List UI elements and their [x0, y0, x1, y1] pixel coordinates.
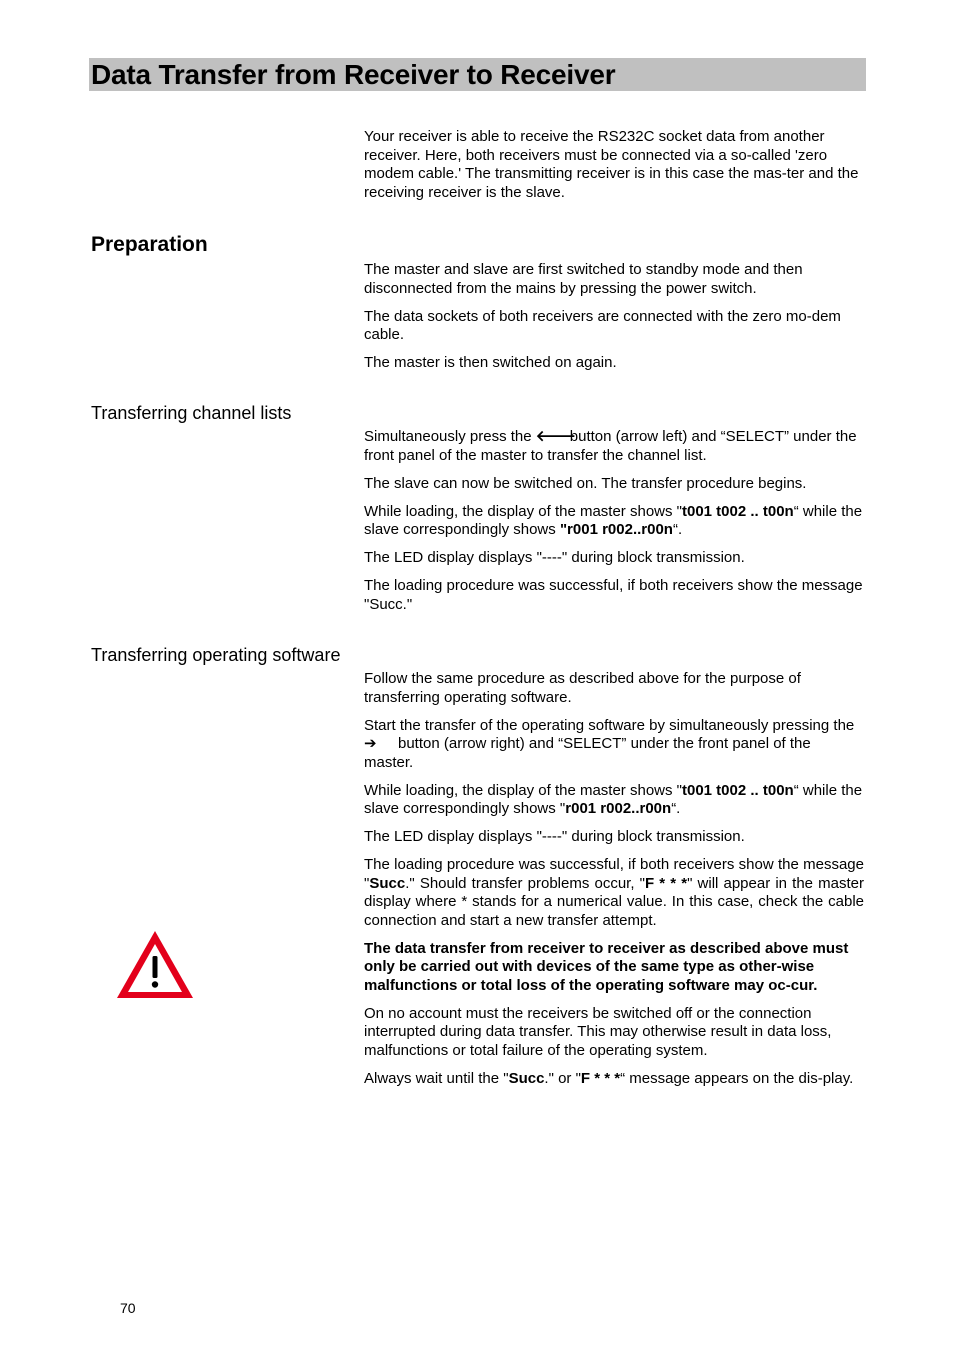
preparation-paragraph: The master is then switched on again. — [364, 354, 617, 371]
software-paragraph: The LED display displays "----" during block transmission. — [364, 828, 745, 845]
preparation-paragraph: The master and slave are first switched to standby mode and then disconnected from the mains by pressing the power switch. — [364, 261, 803, 297]
intro-paragraph: Your receiver is able to receive the RS232C socket data from another receiver. Here, both receivers must be connected via a so-called 'zero modem cable.' The transmitting receiver is in this case the mas-ter and the receiving receiver is the slave. — [364, 128, 859, 201]
intro-block — [364, 128, 864, 212]
software-paragraph: Follow the same procedure as described above for the purpose of transferring operating software. — [364, 670, 801, 706]
channel-lists-paragraph: The loading procedure was successful, if both receivers show the message "Succ." — [364, 577, 863, 613]
software-block — [364, 670, 864, 1098]
channel-lists-paragraph: Simultaneously press the 🡐button (arrow left) and “SELECT” under the front panel of the master to transfer the channel list. — [364, 428, 857, 464]
channel-lists-heading: Transferring channel lists — [91, 403, 292, 423]
preparation-heading: Preparation — [91, 233, 208, 256]
arrow-right-icon: ➔ — [364, 735, 377, 752]
software-paragraph: On no account must the receivers be switched off or the connection interrupted during data transfer. This may otherwise result in data loss, malfunctions or total failure of the operating system. — [364, 1004, 832, 1059]
page-title: Data Transfer from Receiver to Receiver — [89, 58, 866, 91]
channel-lists-paragraph: The LED display displays "----" during block transmission. — [364, 549, 745, 566]
channel-lists-block — [364, 428, 864, 624]
preparation-paragraph: The data sockets of both receivers are connected with the zero mo-dem cable. — [364, 307, 841, 343]
page-number: 70 — [120, 1300, 136, 1316]
warning-triangle-icon — [115, 929, 195, 1000]
software-heading: Transferring operating software — [91, 645, 341, 665]
software-paragraph: Always wait until the "Succ." or "F * * *“ message appears on the dis-play. — [364, 1069, 854, 1087]
software-paragraph: While loading, the display of the master shows "t001 t002 .. t00n“ while the slave correspondingly shows "r001 r002..r00n“. — [364, 781, 863, 817]
channel-lists-paragraph: The slave can now be switched on. The transfer procedure begins. — [364, 474, 807, 492]
warning-text: The data transfer from receiver to receiver as described above must only be carried out with devices of the same type as other-wise malfunctions or total loss of the operating software may oc-cur. — [364, 939, 849, 994]
software-paragraph: Start the transfer of the operating software by simultaneously pressing the ➔ button (arrow right) and “SELECT” under the front panel of the master. — [364, 716, 855, 771]
software-paragraph: The loading procedure was successful, if both receivers show the message "Succ." Should transfer problems occur, "F * * *" will appear in the master display where * stands for a numerical value. In this case, check the cable connection and start a new transfer attempt. — [364, 856, 864, 929]
arrow-left-icon: 🡐 — [535, 428, 576, 445]
channel-lists-paragraph: While loading, the display of the master shows "t001 t002 .. t00n“ while the slave correspondingly shows "r001 r002..r00n“. — [364, 502, 863, 538]
preparation-block — [364, 261, 864, 382]
